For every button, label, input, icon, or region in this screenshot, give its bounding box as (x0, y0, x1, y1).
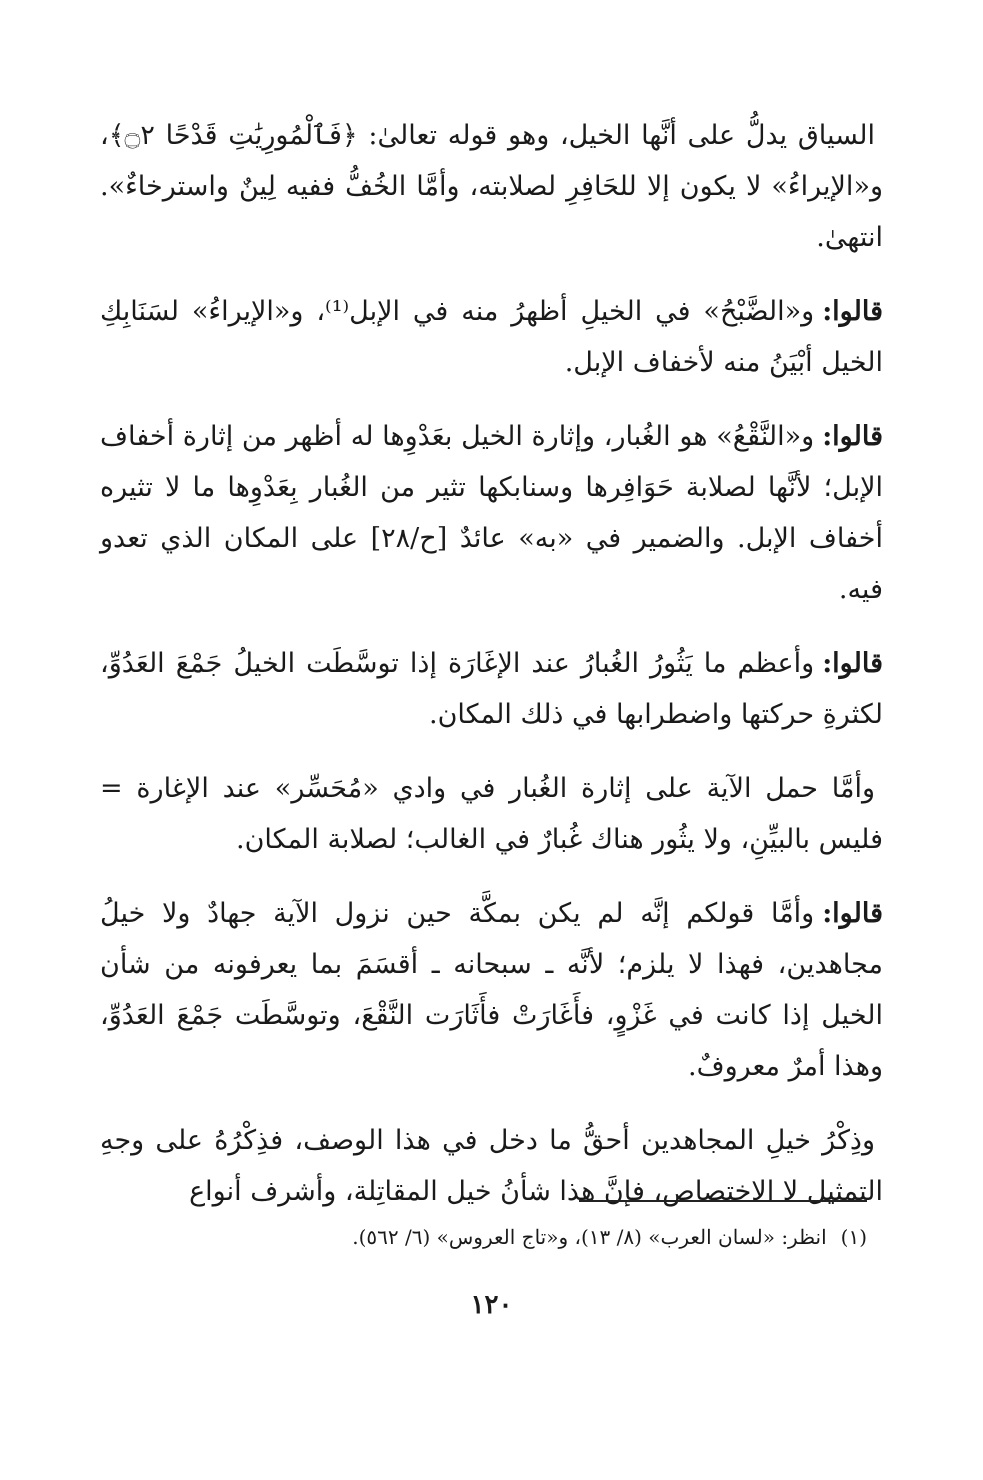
main-text (100, 110, 883, 1240)
footnote-divider (579, 1200, 867, 1202)
paragraph-6 (100, 888, 883, 1092)
paragraph-3 (100, 411, 883, 615)
paragraph-lead: قالوا: (822, 421, 883, 452)
paragraph-1 (100, 110, 883, 263)
paragraph-text: وأعظم ما يَثُورُ الغُبارُ عند الإغَارَة إذا توسَّطَت الخيلُ جَمْعَ العَدُوِّ، لكثرةِ حركتها واضطرابها في ذلك المكان. (100, 648, 883, 730)
paragraph-text: و«الضَّبْحُ» في الخيلِ أظهرُ منه في الإبل⁽¹⁾، و«الإيراءُ» لسَنَابِكِ الخيل أبْيَنُ منه لأخفاف الإبل. (100, 296, 883, 378)
footnote-number: (١) (840, 1225, 867, 1249)
page-number: ١٢٠ (470, 1290, 513, 1320)
paragraph-lead: قالوا: (822, 898, 883, 929)
paragraph-text: وذِكْرُ خيلِ المجاهدين أحقُّ ما دخل في هذا الوصف، فذِكْرُهُ على وجهِ التمثيل لا الاختصاص، فإنَّ هذا شأنُ خيل المقاتِلة، وأشرف أنواع (100, 1125, 883, 1207)
footnote (100, 1222, 867, 1252)
footnote-text: انظر: «لسان العرب» (٨/ ١٣)، و«تاج العروس» (٦/ ٥٦٢). (352, 1225, 827, 1249)
paragraph-2 (100, 286, 883, 388)
paragraph-text: و«النَّقْعُ» هو الغُبار، وإثارة الخيل بعَدْوِها له أظهر من إثارة أخفاف الإبل؛ لأنَّها لصلابة حَوَافِرها وسنابكها تثير من الغُبار بِعَدْوِها ما لا تثيره أخفاف الإبل. والضمير في «به» عائدٌ [ح/٢٨] على المكان الذي تعدو فيه. (100, 421, 884, 605)
paragraph-text: السياق يدلُّ على أنَّها الخيل، وهو قوله تعالىٰ: ﴿فَٱلْمُورِيَٰتِ قَدْحًا ۝٢﴾، و«الإيراءُ» لا يكون إلا للحَافِرِ لصلابته، وأمَّا الخُفُّ ففيه لِينٌ واسترخاءٌ». انتهىٰ. (100, 120, 883, 253)
paragraph-5 (100, 763, 883, 865)
paragraph-lead: قالوا: (822, 648, 883, 679)
paragraph-4 (100, 638, 883, 740)
paragraph-text: وأمَّا قولكم إنَّه لم يكن بمكَّة حين نزول الآية جهادٌ ولا خيلُ مجاهدين، فهذا لا يلزم؛ لأنَّه ـ سبحانه ـ أقسَمَ بما يعرفونه من شأن الخيل إذا كانت في غَزْوٍ، فأَغَارَتْ فأَثَارَت النَّقْعَ، وتوسَّطَت جَمْعَ العَدُوِّ، وهذا أمرٌ معروفٌ. (100, 898, 883, 1082)
paragraph-text: وأمَّا حمل الآية على إثارة الغُبار في وادي «مُحَسِّر» عند الإغارة = فليس بالبيِّنِ، ولا يثُور هناك غُبارٌ في الغالب؛ لصلابة المكان. (100, 773, 883, 855)
paragraph-lead: قالوا: (822, 296, 883, 327)
